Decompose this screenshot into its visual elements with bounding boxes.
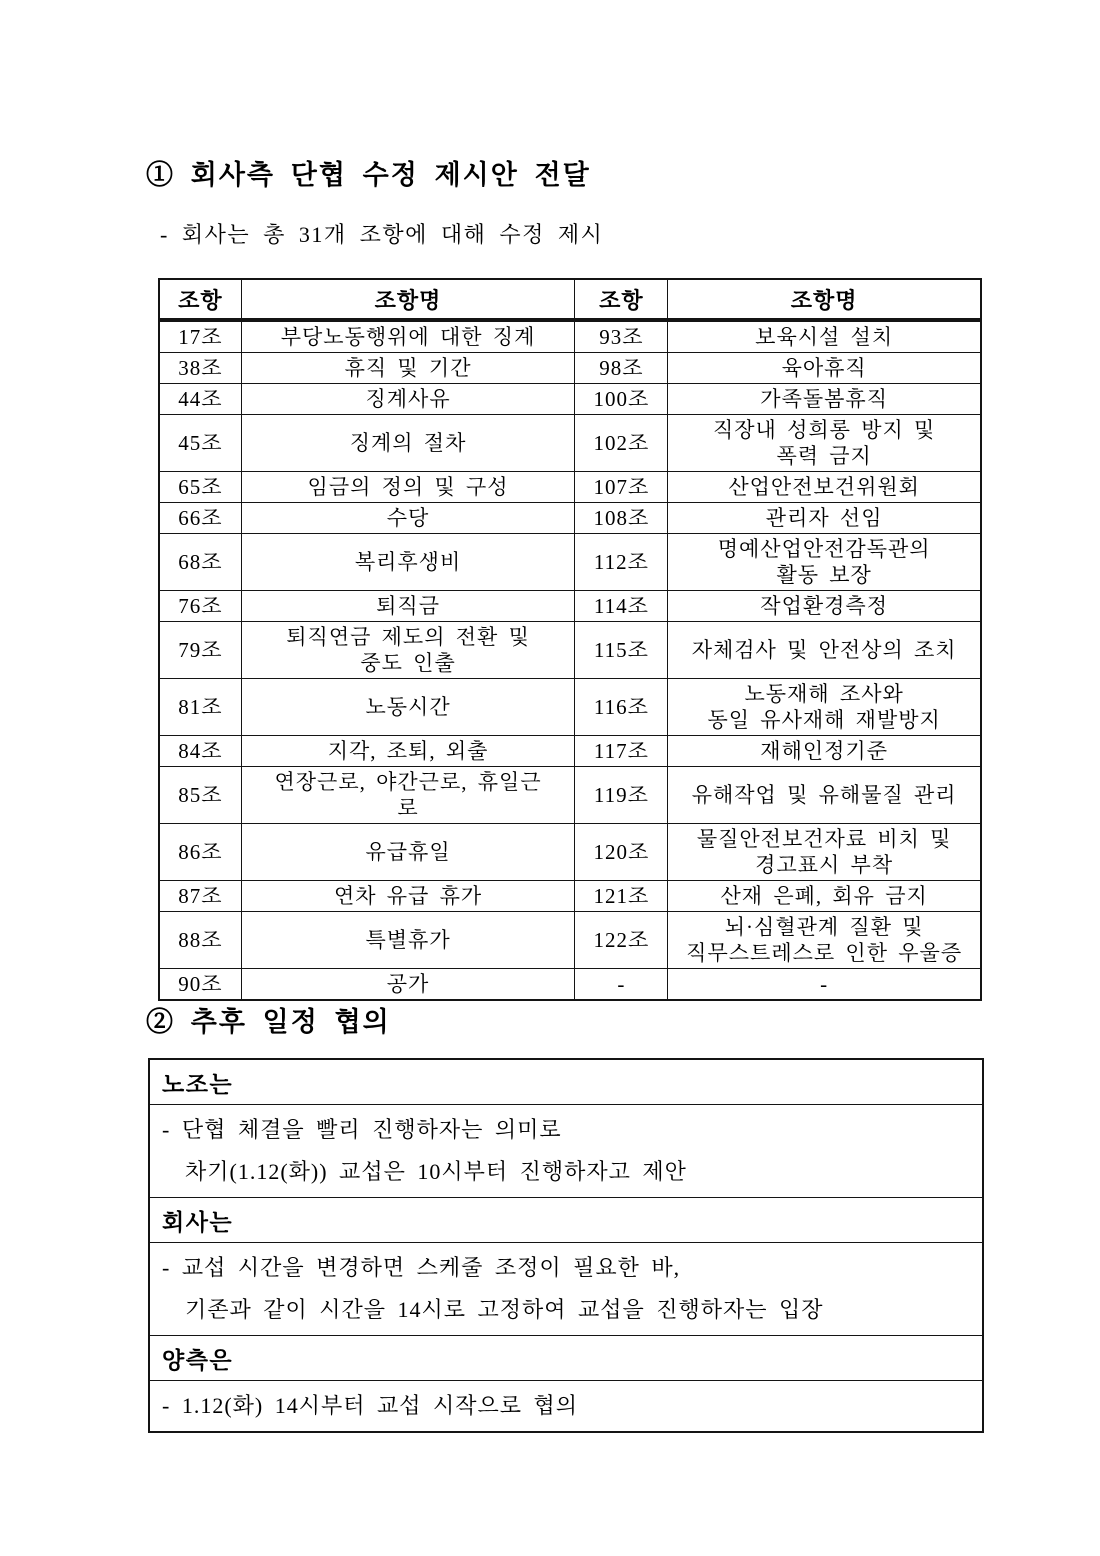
section-1-heading: ① 회사측 단협 수정 제시안 전달 [146, 160, 591, 190]
table-row [159, 503, 981, 534]
column-header-article-title-left: 조항명 [241, 279, 575, 320]
column-header-article-title-right: 조항명 [668, 279, 981, 320]
article-number-cell: 17조 [159, 320, 241, 353]
section-header-cell: 양측은 [149, 1336, 983, 1381]
table-row [159, 384, 981, 415]
table-row [159, 881, 981, 912]
table-row [159, 969, 981, 1001]
section-header-cell: 회사는 [149, 1198, 983, 1243]
article-number-cell: 117조 [575, 736, 668, 767]
article-number-cell: 84조 [159, 736, 241, 767]
column-header-article-no-left: 조항 [159, 279, 241, 320]
table-row [159, 353, 981, 384]
article-title-cell: 육아휴직 [668, 353, 981, 384]
section-content-cell: - 교섭 시간을 변경하면 스케줄 조정이 필요한 바, 기존과 같이 시간을 14시로 고정하여 교섭을 진행하자는 입장 [149, 1243, 983, 1336]
section-content-cell: - 단협 체결을 빨리 진행하자는 의미로 차기(1.12(화)) 교섭은 10시부터 진행하자고 제안 [149, 1105, 983, 1198]
article-title-cell: - [668, 969, 981, 1001]
article-title-cell: 가족돌봄휴직 [668, 384, 981, 415]
article-number-cell: 93조 [575, 320, 668, 353]
article-number-cell: 122조 [575, 912, 668, 969]
article-title-cell: 연차 유급 휴가 [241, 881, 575, 912]
article-number-cell: 121조 [575, 881, 668, 912]
article-title-cell: 직장내 성희롱 방지 및 폭력 금지 [668, 415, 981, 472]
table-row [159, 736, 981, 767]
article-title-cell: 연장근로, 야간근로, 휴일근 로 [241, 767, 575, 824]
table-row [159, 591, 981, 622]
article-title-cell: 징계의 절차 [241, 415, 575, 472]
table-row [159, 824, 981, 881]
article-title-cell: 휴직 및 기간 [241, 353, 575, 384]
header-row [159, 279, 981, 320]
table-row [159, 415, 981, 472]
article-title-cell: 작업환경측정 [668, 591, 981, 622]
table-row [159, 679, 981, 736]
article-number-cell: 107조 [575, 472, 668, 503]
section-header-row [149, 1198, 983, 1243]
section-header-row [149, 1336, 983, 1381]
section-content-row [149, 1243, 983, 1336]
article-number-cell: 102조 [575, 415, 668, 472]
article-number-cell: 85조 [159, 767, 241, 824]
article-title-cell: 관리자 선임 [668, 503, 981, 534]
article-number-cell: 68조 [159, 534, 241, 591]
article-number-cell: 87조 [159, 881, 241, 912]
article-number-cell: 88조 [159, 912, 241, 969]
schedule-table-body [149, 1059, 983, 1432]
article-title-cell: 명예산업안전감독관의 활동 보장 [668, 534, 981, 591]
section-2-heading: ② 추후 일정 협의 [146, 1007, 391, 1037]
article-title-cell: 유급휴일 [241, 824, 575, 881]
article-number-cell: 116조 [575, 679, 668, 736]
article-title-cell: 뇌·심혈관계 질환 및 직무스트레스로 인한 우울증 [668, 912, 981, 969]
section-content-row [149, 1381, 983, 1433]
article-title-cell: 자체검사 및 안전상의 조치 [668, 622, 981, 679]
article-number-cell: 112조 [575, 534, 668, 591]
revision-table-header [159, 279, 981, 320]
article-title-cell: 징계사유 [241, 384, 575, 415]
article-number-cell: 66조 [159, 503, 241, 534]
revision-articles-table [158, 278, 982, 1001]
article-number-cell: 100조 [575, 384, 668, 415]
article-title-cell: 물질안전보건자료 비치 및 경고표시 부착 [668, 824, 981, 881]
table-row [159, 320, 981, 353]
article-number-cell: 45조 [159, 415, 241, 472]
table-row [159, 534, 981, 591]
schedule-discussion-table [148, 1058, 984, 1433]
article-number-cell: 86조 [159, 824, 241, 881]
article-title-cell: 노동시간 [241, 679, 575, 736]
article-title-cell: 지각, 조퇴, 외출 [241, 736, 575, 767]
article-number-cell: 81조 [159, 679, 241, 736]
section-content-cell: - 1.12(화) 14시부터 교섭 시작으로 협의 [149, 1381, 983, 1433]
article-title-cell: 노동재해 조사와 동일 유사재해 재발방지 [668, 679, 981, 736]
section-header-row [149, 1059, 983, 1105]
article-title-cell: 복리후생비 [241, 534, 575, 591]
article-number-cell: 119조 [575, 767, 668, 824]
article-title-cell: 보육시설 설치 [668, 320, 981, 353]
section-content-row [149, 1105, 983, 1198]
article-title-cell: 특별휴가 [241, 912, 575, 969]
article-number-cell: 76조 [159, 591, 241, 622]
article-number-cell: - [575, 969, 668, 1001]
article-title-cell: 유해작업 및 유해물질 관리 [668, 767, 981, 824]
article-title-cell: 부당노동행위에 대한 징계 [241, 320, 575, 353]
table-row [159, 767, 981, 824]
table-row [159, 912, 981, 969]
table-row [159, 622, 981, 679]
article-number-cell: 90조 [159, 969, 241, 1001]
section-header-cell: 노조는 [149, 1059, 983, 1105]
article-title-cell: 공가 [241, 969, 575, 1001]
revision-table-body [159, 320, 981, 1000]
article-title-cell: 퇴직연금 제도의 전환 및 중도 인출 [241, 622, 575, 679]
article-number-cell: 44조 [159, 384, 241, 415]
table-row [159, 472, 981, 503]
article-title-cell: 퇴직금 [241, 591, 575, 622]
article-number-cell: 114조 [575, 591, 668, 622]
article-number-cell: 38조 [159, 353, 241, 384]
article-number-cell: 115조 [575, 622, 668, 679]
article-number-cell: 65조 [159, 472, 241, 503]
article-number-cell: 79조 [159, 622, 241, 679]
article-title-cell: 산재 은폐, 회유 금지 [668, 881, 981, 912]
article-title-cell: 수당 [241, 503, 575, 534]
article-title-cell: 산업안전보건위원회 [668, 472, 981, 503]
article-number-cell: 98조 [575, 353, 668, 384]
article-number-cell: 120조 [575, 824, 668, 881]
section-1-subtext: - 회사는 총 31개 조항에 대해 수정 제시 [160, 222, 604, 247]
article-title-cell: 임금의 정의 및 구성 [241, 472, 575, 503]
article-number-cell: 108조 [575, 503, 668, 534]
column-header-article-no-right: 조항 [575, 279, 668, 320]
article-title-cell: 재해인정기준 [668, 736, 981, 767]
